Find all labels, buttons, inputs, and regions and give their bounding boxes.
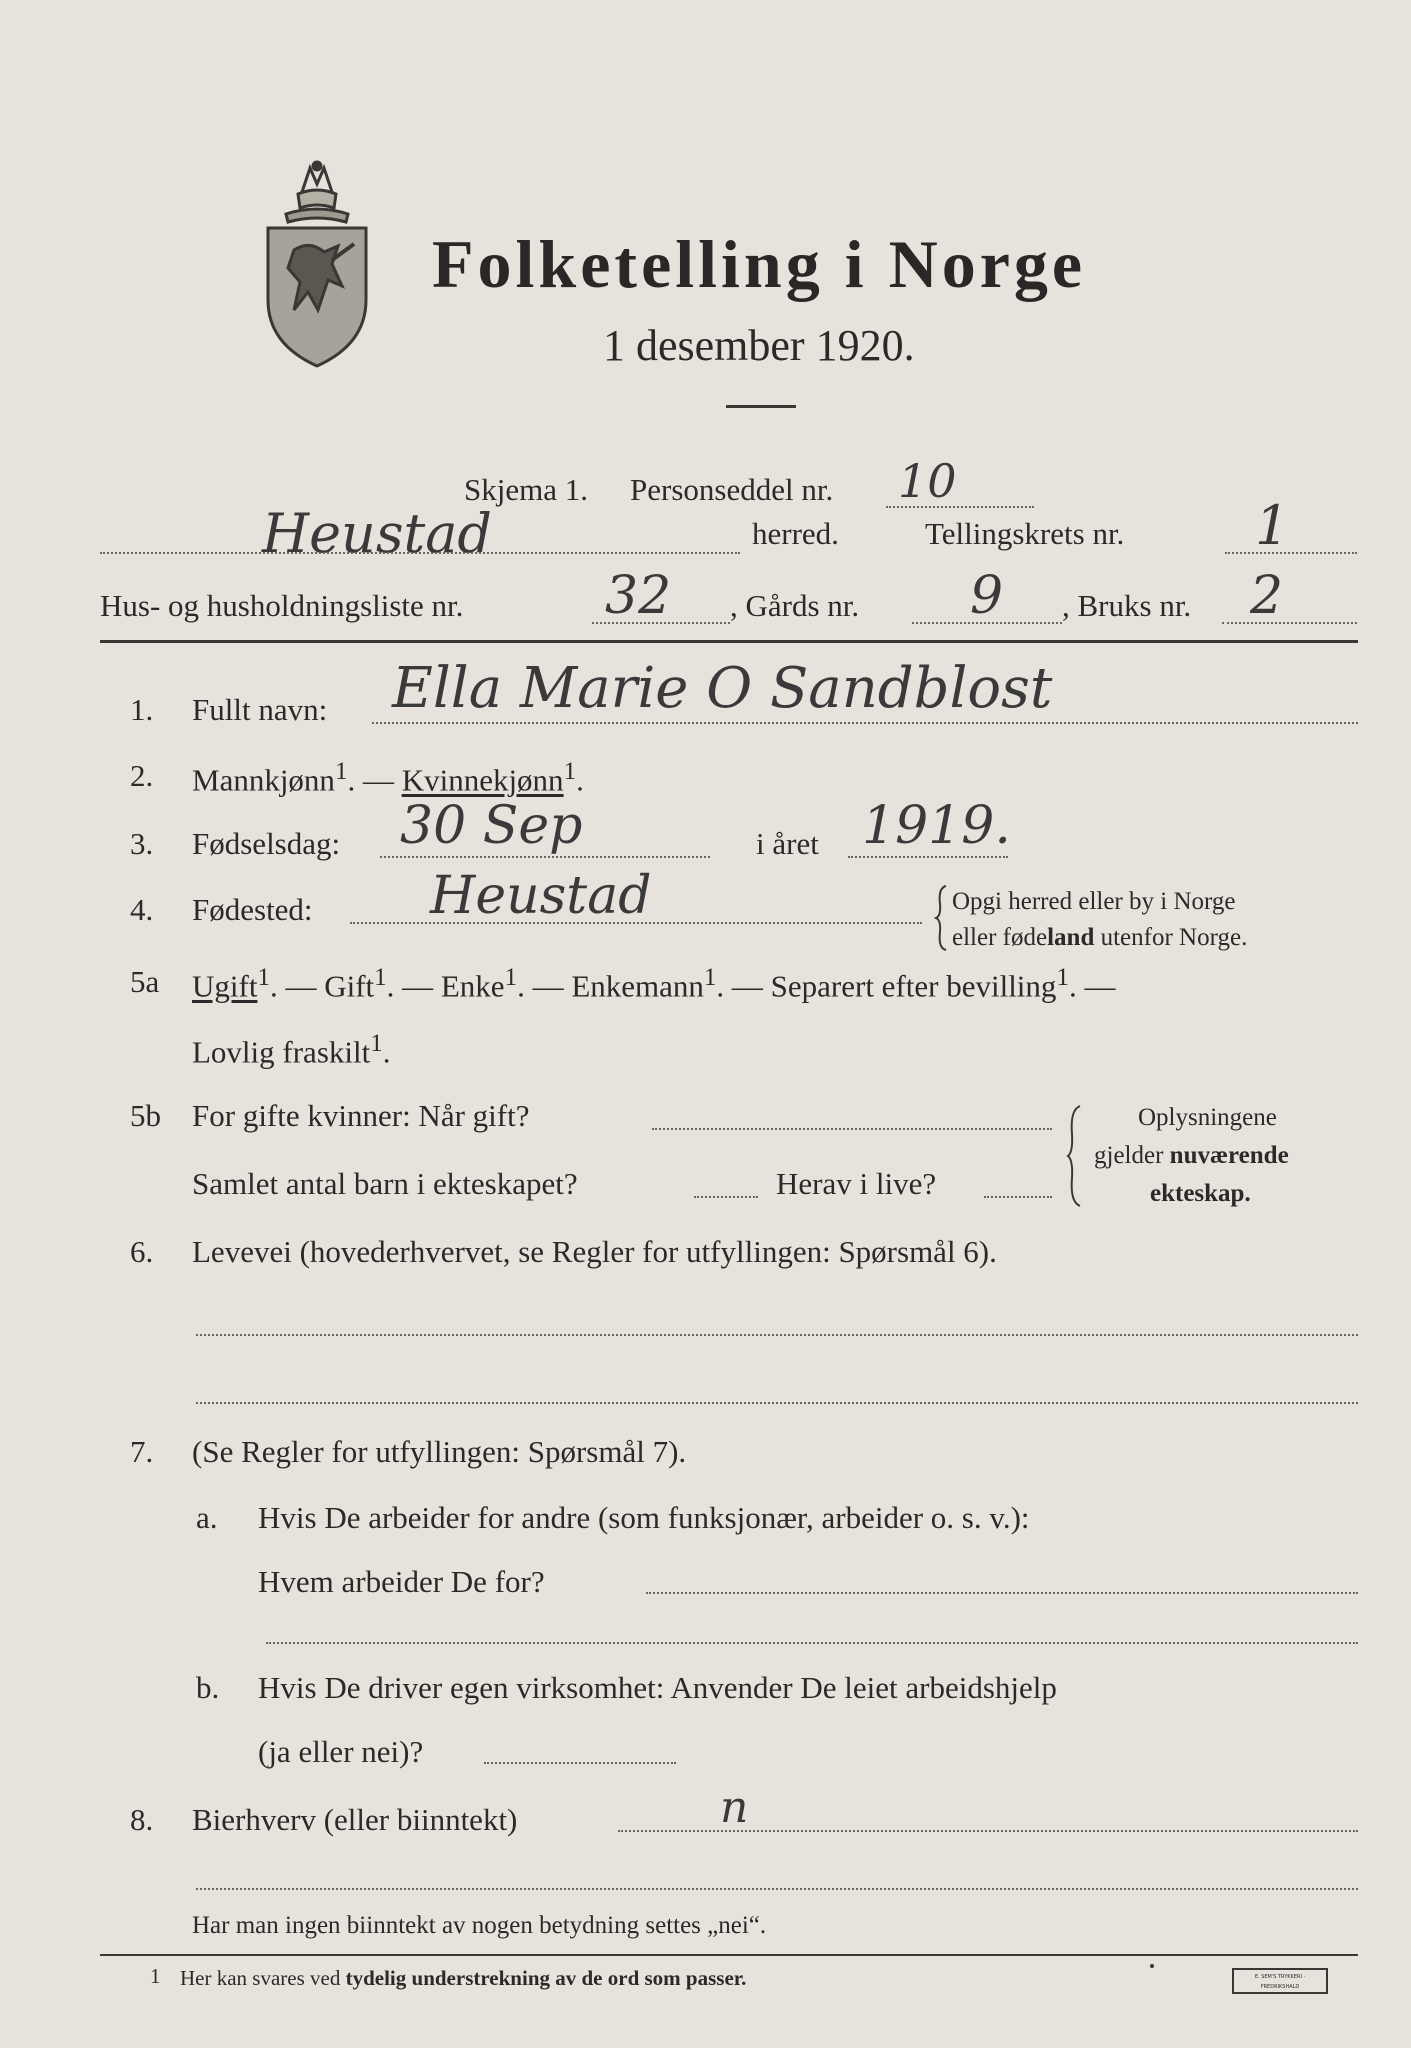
husliste-line xyxy=(592,622,730,624)
gards-value[interactable]: 9 xyxy=(970,566,1004,626)
q1-number: 1. xyxy=(130,692,154,727)
q2-options xyxy=(192,758,584,798)
q5b-line-1 xyxy=(652,1128,1052,1130)
footnote-rule xyxy=(100,1954,1358,1956)
bruks-label: , Bruks nr. xyxy=(1062,588,1192,623)
census-date: 1 desember 1920. xyxy=(603,321,915,370)
tellingskrets-line xyxy=(1225,552,1357,554)
q4-label: Fødested: xyxy=(192,892,313,927)
q3-year-label: i året xyxy=(756,826,819,861)
q7b-letter: b. xyxy=(196,1670,220,1705)
q1-full-name[interactable]: Ella Marie O Sandblost xyxy=(392,656,1053,721)
q7-number: 7. xyxy=(130,1434,154,1469)
q2-kvinne[interactable]: Kvinnekjønn xyxy=(401,762,564,798)
q7a-question: Hvem arbeider De for? xyxy=(258,1564,545,1599)
q5a-enkemann[interactable]: Enkemann xyxy=(571,968,704,1004)
q2-end: . xyxy=(576,762,584,798)
q4-line xyxy=(350,922,922,924)
q5b-note-3: ekteskap. xyxy=(1150,1180,1251,1207)
q3-number: 3. xyxy=(130,826,154,861)
q3-year[interactable]: 1919. xyxy=(862,796,1011,856)
q5b-line-2 xyxy=(694,1196,758,1198)
q5b-brace-icon xyxy=(1066,1104,1082,1208)
q7b-line xyxy=(484,1762,676,1764)
q1-label: Fullt navn: xyxy=(192,692,328,727)
gards-line xyxy=(912,622,1062,624)
printer-stamp: E. SEM'S TRYKKERI · FREDRIKSHALD xyxy=(1232,1968,1328,1994)
note-nei: Har man ingen biinntekt av nogen betydning settes „nei“. xyxy=(192,1912,767,1939)
q1-line xyxy=(372,722,1358,724)
q8-line-1 xyxy=(618,1830,1358,1832)
q7b-text: Hvis De driver egen virksomhet: Anvender De leiet arbeidshjelp xyxy=(258,1670,1057,1705)
q8-label: Bierhverv (eller biinntekt) xyxy=(192,1802,518,1837)
footnote-mark: 1 xyxy=(150,1964,161,1988)
q2-sup-b: 1 xyxy=(563,758,577,785)
q4-birthplace[interactable]: Heustad xyxy=(430,866,652,926)
herred-value[interactable]: Heustad xyxy=(262,502,493,565)
q5a-gift[interactable]: Gift xyxy=(324,968,375,1004)
footnote-text: Her kan svares ved tydelig understrekning av de ord som passer. xyxy=(180,1966,747,1990)
bruks-line xyxy=(1222,622,1357,624)
q4-brace-icon xyxy=(934,884,948,952)
q5a-separert[interactable]: Separert efter bevilling xyxy=(770,968,1057,1004)
coat-of-arms-icon xyxy=(258,160,376,372)
q5b-label-3: Herav i live? xyxy=(776,1166,937,1201)
q5a-options-2: Lovlig fraskilt$^1$. xyxy=(192,1030,391,1070)
q3-label: Fødselsdag: xyxy=(192,826,341,861)
q5a-enke[interactable]: Enke xyxy=(440,968,505,1004)
q3-year-line xyxy=(848,856,1008,858)
tellingskrets-label: Tellingskrets nr. xyxy=(925,516,1125,551)
personseddel-value[interactable]: 10 xyxy=(898,454,957,508)
q2-mann[interactable]: Mannkjønn xyxy=(192,762,335,798)
personseddel-label: Personseddel nr. xyxy=(630,472,834,507)
q2-dash: . — xyxy=(347,762,402,798)
q3-line xyxy=(380,856,710,858)
q5b-label-2: Samlet antal barn i ekteskapet? xyxy=(192,1166,578,1201)
q6-number: 6. xyxy=(130,1234,154,1269)
q5a-options: Ugift$^1$. — Gift$^1$. — Enke$^1$. — Enkemann$^1$. — Separert efter bevilling$^1$. — xyxy=(192,964,1116,1004)
q5b-number: 5b xyxy=(130,1098,161,1133)
q7-label: (Se Regler for utfyllingen: Spørsmål 7). xyxy=(192,1434,687,1469)
q7a-line-1 xyxy=(646,1592,1358,1594)
q6-line-1 xyxy=(196,1334,1358,1336)
herred-label: herred. xyxy=(752,516,839,551)
q7a-letter: a. xyxy=(196,1500,218,1535)
gards-label: , Gårds nr. xyxy=(730,588,860,623)
herred-line xyxy=(100,552,740,554)
q5a-ugift[interactable]: Ugift xyxy=(192,968,258,1004)
q5b-note-2: gjelder nuværende xyxy=(1094,1142,1289,1169)
q3-birthday[interactable]: 30 Sep xyxy=(400,796,583,856)
q8-number: 8. xyxy=(130,1802,154,1837)
schema-label: Skjema 1. xyxy=(464,472,588,507)
q2-number: 2. xyxy=(130,758,154,793)
q6-label: Levevei (hovederhvervet, se Regler for utfyllingen: Spørsmål 6). xyxy=(192,1234,997,1269)
q4-note-2: eller fødeland utenfor Norge. xyxy=(952,924,1248,951)
q7b-question: (ja eller nei)? xyxy=(258,1734,424,1769)
q7a-text: Hvis De arbeider for andre (som funksjonær, arbeider o. s. v.): xyxy=(258,1500,1030,1535)
q5b-line-3 xyxy=(984,1196,1052,1198)
tellingskrets-value[interactable]: 1 xyxy=(1255,494,1290,557)
q8-value[interactable]: n xyxy=(720,1782,749,1833)
husliste-value[interactable]: 32 xyxy=(605,566,672,626)
husliste-label: Hus- og husholdningsliste nr. xyxy=(100,588,464,623)
title-divider xyxy=(726,405,796,408)
q5a-number: 5a xyxy=(130,964,160,999)
q6-line-2 xyxy=(196,1402,1358,1404)
q5b-note-1: Oplysningene xyxy=(1138,1104,1277,1131)
header-rule xyxy=(100,640,1358,643)
q4-number: 4. xyxy=(130,892,154,927)
q4-note-1: Opgi herred eller by i Norge xyxy=(952,888,1236,915)
q8-line-2 xyxy=(196,1888,1358,1890)
q2-sup-a: 1 xyxy=(334,758,348,785)
bruks-value[interactable]: 2 xyxy=(1250,566,1284,626)
q5a-fraskilt[interactable]: Lovlig fraskilt xyxy=(192,1034,371,1070)
q5b-label-1: For gifte kvinner: Når gift? xyxy=(192,1098,530,1133)
q7a-line-2 xyxy=(266,1642,1358,1644)
page-title: Folketelling i Norge xyxy=(432,226,1087,302)
personseddel-line xyxy=(886,506,1034,508)
dot-mark xyxy=(1150,1964,1154,1968)
